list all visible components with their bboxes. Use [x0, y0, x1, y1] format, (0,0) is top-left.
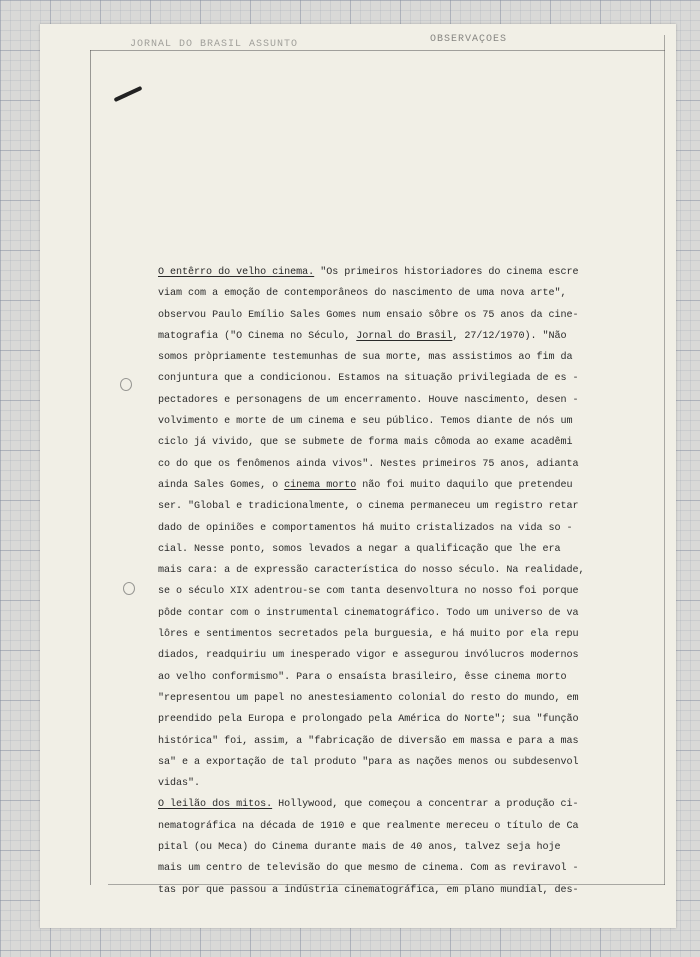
text-line	[158, 752, 628, 773]
text-segment: diados, readquiriu um inesperado vigor e assegurou invólucros modernos	[158, 650, 579, 662]
text-segment: "representou um papel no anestesiamento colonial do resto do mundo, em	[158, 692, 579, 704]
text-segment: pôde contar com o instrumental cinematográfico. Todo um universo de va	[158, 607, 579, 619]
text-line	[158, 411, 628, 432]
text-line	[158, 794, 628, 815]
underlined-heading: O leilão dos mitos.	[158, 799, 273, 811]
text-segment: observou Paulo Emílio Sales Gomes num ensaio sôbre os 75 anos da cine-	[158, 309, 579, 321]
text-segment: matografia ("O Cinema no Século,	[158, 330, 357, 342]
text-line	[158, 475, 628, 496]
text-line	[158, 773, 628, 794]
text-line	[158, 624, 628, 645]
text-segment: ser. "Global e tradicionalmente, o cinema permaneceu um registro retar	[158, 501, 579, 513]
underlying-page-edge-right	[664, 35, 665, 885]
underlying-page-edge-left	[90, 50, 91, 885]
text-line	[158, 347, 628, 368]
text-line	[158, 432, 628, 453]
text-line	[158, 880, 628, 901]
text-segment: viam com a emoção de contemporâneos do nascimento de uma nova arte",	[158, 288, 567, 300]
text-line	[158, 837, 628, 858]
text-segment: cial. Nesse ponto, somos levados a negar a qualificação que lhe era	[158, 543, 561, 555]
text-segment: ao velho conformismo". Para o ensaísta brasileiro, êsse cinema morto	[158, 671, 567, 683]
text-segment: dado de opiniões e comportamentos há muito cristalizados na vida so -	[158, 522, 573, 534]
text-segment: histórica" foi, assim, a "fabricação de diversão em massa e para a mas	[158, 735, 579, 747]
text-segment: tas por que passou a indústria cinematográfica, em plano mundial, des-	[158, 884, 579, 896]
text-line	[158, 688, 628, 709]
text-segment: , 27/12/1970). "Não	[452, 330, 567, 342]
text-segment: mais um centro de televisão do que mesmo de cinema. Com as reviravol -	[158, 863, 579, 875]
text-line	[158, 368, 628, 389]
text-line	[158, 283, 628, 304]
text-line	[158, 731, 628, 752]
typewritten-text-block	[158, 262, 628, 901]
underlined-heading: Jornal do Brasil	[356, 330, 453, 342]
form-header-text: JORNAL DO BRASIL ASSUNTO	[130, 39, 299, 50]
text-segment: "Os primeiros historiadores do cinema escre	[314, 267, 579, 278]
text-line	[158, 454, 628, 475]
underlined-heading: O entêrro do velho cinema.	[158, 267, 315, 278]
text-line	[158, 326, 628, 347]
text-segment: somos pròpriamente testemunhas de sua morte, mas assistimos ao fim da	[158, 352, 573, 364]
underlined-heading: cinema morto	[284, 479, 357, 491]
text-line	[158, 645, 628, 666]
text-segment: pital (ou Meca) do Cinema durante mais de 40 anos, talvez seja hoje	[158, 842, 561, 854]
text-line	[158, 667, 628, 688]
text-line	[158, 603, 628, 624]
text-line	[158, 496, 628, 517]
text-line	[158, 539, 628, 560]
text-line	[158, 262, 628, 283]
text-segment: não foi muito daquilo que pretendeu	[356, 479, 573, 491]
text-segment: lôres e sentimentos secretados pela burguesia, e há muito por ela repu	[158, 629, 579, 641]
punch-hole-upper	[120, 378, 132, 391]
text-line	[158, 305, 628, 326]
text-segment: pectadores e personagens de um encerramento. Houve nascimento, desen -	[158, 394, 579, 406]
text-segment: mais cara: a de expressão característica do nosso século. Na realidade,	[158, 565, 585, 577]
text-segment: vidas".	[158, 778, 201, 790]
text-segment: co do que os fenômenos ainda vivos". Nestes primeiros 75 anos, adianta	[158, 458, 579, 470]
text-line	[158, 518, 628, 539]
text-line	[158, 858, 628, 879]
text-segment: ciclo já vivido, que se submete de forma mais cômoda ao exame acadêmi	[158, 437, 573, 449]
text-line	[158, 390, 628, 411]
text-segment: nematográfica na década de 1910 e que realmente mereceu o título de Ca	[158, 820, 579, 832]
punch-hole-lower	[123, 582, 135, 595]
text-line	[158, 709, 628, 730]
text-line	[158, 816, 628, 837]
form-header-strip	[90, 34, 665, 51]
text-line	[158, 581, 628, 602]
text-segment: conjuntura que a condicionou. Estamos na situação privilegiada de es -	[158, 373, 579, 385]
text-segment: sa" e a exportação de tal produto "para as nações menos ou subdesenvol	[158, 756, 579, 768]
text-segment: ainda Sales Gomes, o	[158, 479, 285, 491]
text-line	[158, 560, 628, 581]
text-segment: preendido pela Europa e prolongado pela América do Norte"; sua "função	[158, 714, 579, 726]
text-segment: se o século XIX adentrou-se com tanta desenvoltura no nosso foi porque	[158, 586, 579, 598]
text-segment: Hollywood, que começou a concentrar a produção ci-	[272, 799, 579, 811]
text-segment: volvimento e morte de um cinema e seu público. Temos diante de nós um	[158, 416, 573, 428]
form-header-label: OBSERVAÇÕES	[430, 34, 508, 45]
